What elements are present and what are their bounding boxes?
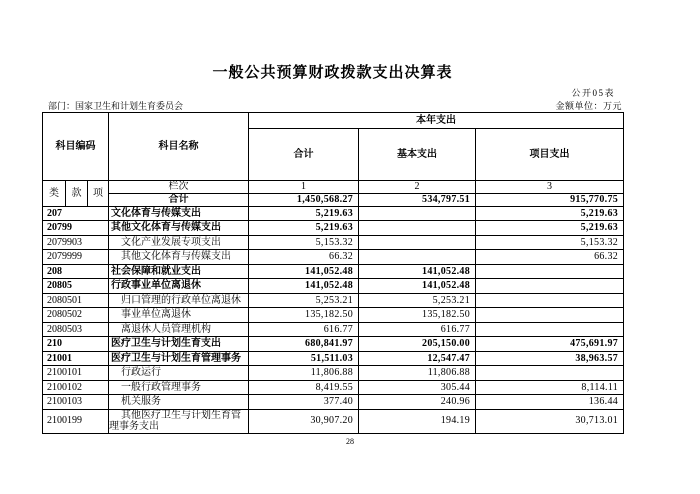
table-row xyxy=(43,308,624,323)
subject-name-cell: 其他文化体育与传媒支出 xyxy=(109,221,249,236)
table-row xyxy=(43,279,624,294)
table-row xyxy=(43,409,624,433)
subject-name-cell: 行政事业单位离退休 xyxy=(109,279,249,294)
table-row xyxy=(43,293,624,308)
subject-code-cell: 208 xyxy=(43,264,109,279)
basic-value-cell: 240.96 xyxy=(359,395,476,410)
total-value-cell: 51,511.03 xyxy=(249,351,359,366)
col-header-project-expenditure: 项目支出 xyxy=(476,129,624,181)
basic-value-cell xyxy=(359,250,476,265)
subject-code-cell: 21001 xyxy=(43,351,109,366)
subject-code-cell: 207 xyxy=(43,206,109,221)
col-header-class: 类 xyxy=(43,181,66,207)
subject-name-cell: 其他文化体育与传媒支出 xyxy=(109,250,249,265)
budget-table xyxy=(42,112,624,434)
basic-value-cell: 616.77 xyxy=(359,322,476,337)
subject-name-cell: 行政运行 xyxy=(109,366,249,381)
total-value-cell: 141,052.48 xyxy=(249,279,359,294)
col-header-section: 款 xyxy=(66,181,88,207)
col-header-total: 合计 xyxy=(249,129,359,181)
project-value-cell xyxy=(476,264,624,279)
grand-basic-value-cell: 534,797.51 xyxy=(359,193,476,206)
subject-name-cell: 一般行政管理事务 xyxy=(109,380,249,395)
subject-code-cell: 2080502 xyxy=(43,308,109,323)
total-value-cell: 11,806.88 xyxy=(249,366,359,381)
basic-value-cell xyxy=(359,235,476,250)
total-value-cell: 377.40 xyxy=(249,395,359,410)
subject-code-cell: 20805 xyxy=(43,279,109,294)
page-number: 28 xyxy=(346,437,354,446)
basic-value-cell xyxy=(359,206,476,221)
col-header-item: 项 xyxy=(88,181,109,207)
subject-name-cell: 社会保障和就业支出 xyxy=(109,264,249,279)
page-title: 一般公共预算财政拨款支出决算表 xyxy=(212,65,453,81)
project-value-cell: 136.44 xyxy=(476,395,624,410)
table-row xyxy=(43,235,624,250)
table-row xyxy=(43,351,624,366)
subject-code-cell: 2079903 xyxy=(43,235,109,250)
basic-value-cell: 305.44 xyxy=(359,380,476,395)
table-row xyxy=(43,250,624,265)
project-value-cell: 5,219.63 xyxy=(476,221,624,236)
subject-code-cell: 2100101 xyxy=(43,366,109,381)
subject-code-cell: 2079999 xyxy=(43,250,109,265)
total-value-cell: 616.77 xyxy=(249,322,359,337)
col-header-subject-code: 科目编码 xyxy=(43,113,109,181)
project-value-cell: 38,963.57 xyxy=(476,351,624,366)
grand-total-label: 合计 xyxy=(109,193,249,206)
project-value-cell xyxy=(476,322,624,337)
subject-name-cell: 机关服务 xyxy=(109,395,249,410)
project-value-cell xyxy=(476,308,624,323)
grand-total-value-cell: 1,450,568.27 xyxy=(249,193,359,206)
subject-code-cell: 20799 xyxy=(43,221,109,236)
project-value-cell xyxy=(476,279,624,294)
project-value-cell: 5,153.32 xyxy=(476,235,624,250)
total-value-cell: 5,219.63 xyxy=(249,221,359,236)
total-value-cell: 5,153.32 xyxy=(249,235,359,250)
subject-code-cell: 2100102 xyxy=(43,380,109,395)
basic-value-cell: 135,182.50 xyxy=(359,308,476,323)
total-value-cell: 8,419.55 xyxy=(249,380,359,395)
subject-code-cell: 2080503 xyxy=(43,322,109,337)
basic-value-cell xyxy=(359,221,476,236)
subject-name-cell: 事业单位离退休 xyxy=(109,308,249,323)
column-number-1: 1 xyxy=(249,181,359,194)
subject-code-cell: 210 xyxy=(43,337,109,352)
project-value-cell: 8,114.11 xyxy=(476,380,624,395)
table-row xyxy=(43,221,624,236)
header-row-1 xyxy=(43,113,624,129)
subject-name-cell: 归口管理的行政单位离退休 xyxy=(109,293,249,308)
basic-value-cell: 194.19 xyxy=(359,409,476,433)
subject-code-cell: 2100103 xyxy=(43,395,109,410)
basic-value-cell: 11,806.88 xyxy=(359,366,476,381)
basic-value-cell: 5,253.21 xyxy=(359,293,476,308)
column-number-2: 2 xyxy=(359,181,476,194)
total-value-cell: 141,052.48 xyxy=(249,264,359,279)
basic-value-cell: 141,052.48 xyxy=(359,279,476,294)
basic-value-cell: 12,547.47 xyxy=(359,351,476,366)
meta-line xyxy=(42,99,623,112)
project-value-cell: 66.32 xyxy=(476,250,624,265)
total-value-cell: 30,907.20 xyxy=(249,409,359,433)
table-row xyxy=(43,322,624,337)
total-value-cell: 5,253.21 xyxy=(249,293,359,308)
department-label: 部门：国家卫生和计划生育委员会 xyxy=(48,101,184,111)
subject-name-cell: 离退休人员管理机构 xyxy=(109,322,249,337)
project-value-cell: 5,219.63 xyxy=(476,206,624,221)
subject-name-cell: 文化体育与传媒支出 xyxy=(109,206,249,221)
table-row xyxy=(43,206,624,221)
grand-total-row xyxy=(43,193,624,206)
col-header-subject-name: 科目名称 xyxy=(109,113,249,181)
total-value-cell: 135,182.50 xyxy=(249,308,359,323)
project-value-cell: 30,713.01 xyxy=(476,409,624,433)
subject-code-cell: 2080501 xyxy=(43,293,109,308)
col-header-basic-expenditure: 基本支出 xyxy=(359,129,476,181)
table-row xyxy=(43,395,624,410)
subject-name-cell: 文化产业发展专项支出 xyxy=(109,235,249,250)
table-row xyxy=(43,366,624,381)
total-value-cell: 66.32 xyxy=(249,250,359,265)
project-value-cell xyxy=(476,366,624,381)
basic-value-cell: 205,150.00 xyxy=(359,337,476,352)
column-number-3: 3 xyxy=(476,181,624,194)
amount-unit-label: 金额单位：万元 xyxy=(555,101,622,111)
subject-name-cell: 其他医疗卫生与计划生育管理事务支出 xyxy=(109,409,249,433)
subject-name-cell: 医疗卫生与计划生育支出 xyxy=(109,337,249,352)
basic-value-cell: 141,052.48 xyxy=(359,264,476,279)
table-row xyxy=(43,380,624,395)
col-header-current-year: 本年支出 xyxy=(249,113,624,129)
subject-code-cell: 2100199 xyxy=(43,409,109,433)
grand-project-value-cell: 915,770.75 xyxy=(476,193,624,206)
project-value-cell: 475,691.97 xyxy=(476,337,624,352)
total-value-cell: 680,841.97 xyxy=(249,337,359,352)
table-row xyxy=(43,264,624,279)
form-code-label: 公开05表 xyxy=(571,88,615,98)
subject-name-cell: 医疗卫生与计划生育管理事务 xyxy=(109,351,249,366)
column-index-label: 栏次 xyxy=(109,181,249,194)
table-row xyxy=(43,337,624,352)
column-index-row xyxy=(43,181,624,194)
project-value-cell xyxy=(476,293,624,308)
total-value-cell: 5,219.63 xyxy=(249,206,359,221)
